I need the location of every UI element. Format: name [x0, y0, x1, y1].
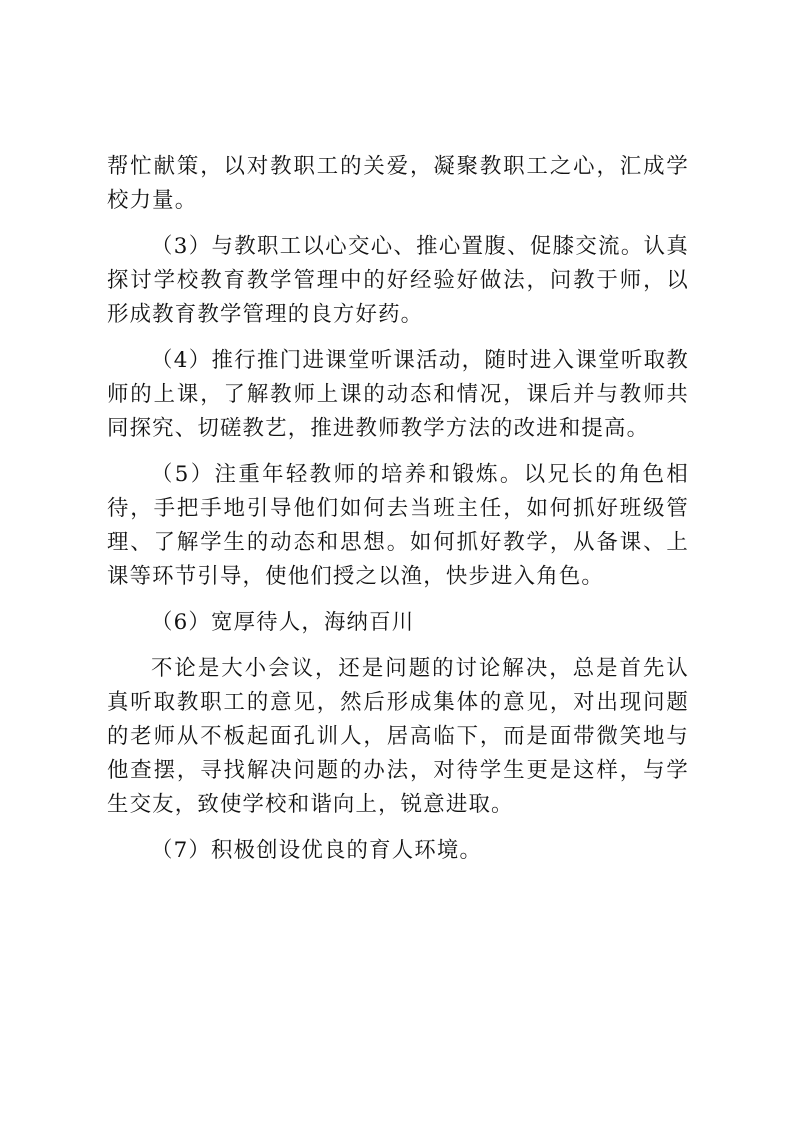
document-body [107, 150, 689, 880]
paragraph-item-7: （7）积极创设优良的育人环境。 [151, 838, 483, 863]
paragraph-item-5: （5）注重年轻教师的培养和锻炼。以兄长的角色相待，手把手地引导他们如何去当班主任，如何抓好班级管理、了解学生的动态和思想。如何抓好教学，从备课、上课等环节引导，使他们授之以渔，快步进入角色。 [107, 462, 689, 589]
paragraph-item-6-heading: （6）宽厚待人，海纳百川 [151, 610, 415, 635]
paragraph-item-3: （3）与教职工以心交心、推心置腹、促膝交流。认真探讨学校教育教学管理中的好经验好做法，问教于师，以形成教育教学管理的良方好药。 [107, 234, 689, 327]
paragraph-item-4: （4）推行推门进课堂听课活动，随时进入课堂听取教师的上课，了解教师上课的动态和情况，课后并与教师共同探究、切磋教艺，推进教师教学方法的改进和提高。 [107, 348, 689, 441]
paragraph-item-6-body: 不论是大小会议，还是问题的讨论解决，总是首先认真听取教职工的意见，然后形成集体的意见，对出现问题的老师从不板起面孔训人，居高临下，而是面带微笑地与他查摆，寻找解决问题的办法，对待学生更是这样，与学生交友，致使学校和谐向上，锐意进取。 [107, 656, 689, 817]
paragraph-continuation: 帮忙献策，以对教职工的关爱，凝聚教职工之心，汇成学校力量。 [107, 154, 689, 213]
